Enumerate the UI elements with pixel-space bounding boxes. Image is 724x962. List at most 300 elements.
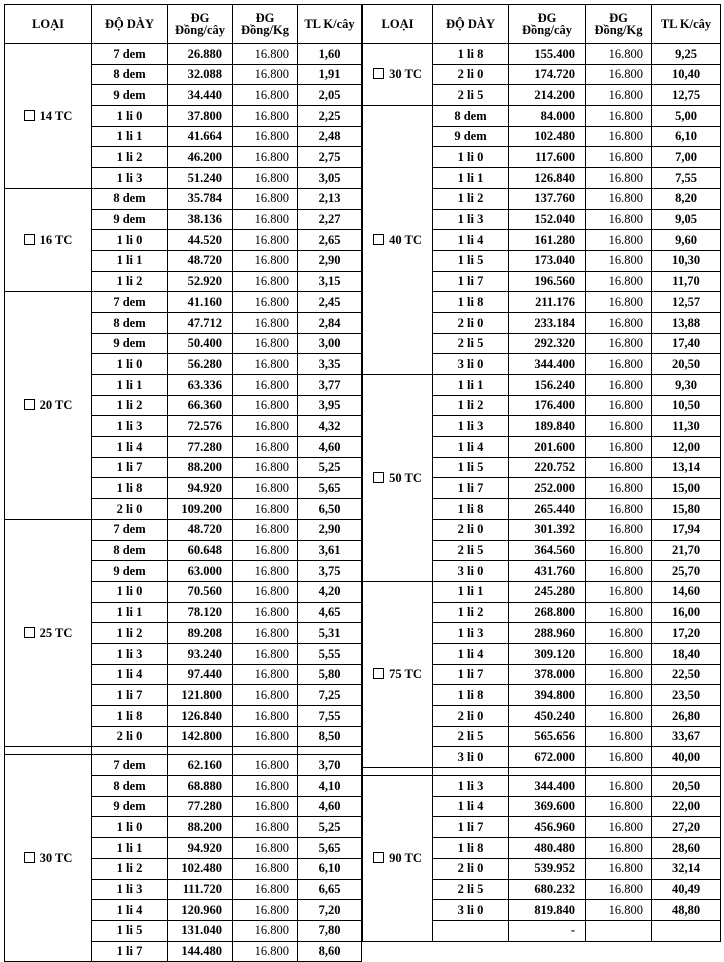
thickness-cell: 1 li 3: [433, 623, 509, 644]
price-per-bar-cell: 161.280: [509, 230, 586, 251]
price-per-bar-cell: 41.664: [168, 126, 233, 147]
thickness-cell: 1 li 3: [433, 416, 509, 437]
weight-per-bar-cell: 10,40: [652, 64, 721, 85]
price-per-kg-cell: 16.800: [586, 271, 652, 292]
price-per-kg-cell: 16.800: [233, 879, 298, 900]
weight-per-bar-cell: 9,25: [652, 44, 721, 65]
weight-per-bar-cell: 3,15: [298, 271, 362, 292]
price-per-bar-cell: 680.232: [509, 879, 586, 900]
thickness-cell: 1 li 2: [92, 271, 168, 292]
price-per-bar-cell: 211.176: [509, 292, 586, 313]
table-row: [5, 44, 362, 65]
weight-per-bar-cell: 2,75: [298, 147, 362, 168]
price-per-bar-cell: 88.200: [168, 457, 233, 478]
thickness-cell: 1 li 3: [433, 776, 509, 797]
weight-per-bar-cell: 14,60: [652, 581, 721, 602]
price-per-bar-cell: 62.160: [168, 755, 233, 776]
header-loai: LOẠI: [363, 5, 433, 44]
price-per-kg-cell: 16.800: [233, 726, 298, 747]
price-per-bar-cell: 37.800: [168, 106, 233, 127]
table-row: [5, 188, 362, 209]
thickness-cell: 7 dem: [92, 755, 168, 776]
thickness-cell: 1 li 4: [433, 437, 509, 458]
thickness-cell: [433, 920, 509, 941]
weight-per-bar-cell: 3,70: [298, 755, 362, 776]
weight-per-bar-cell: 15,80: [652, 499, 721, 520]
thickness-cell: 1 li 4: [92, 900, 168, 921]
weight-per-bar-cell: 1,91: [298, 64, 362, 85]
price-per-bar-cell: 38.136: [168, 209, 233, 230]
thickness-cell: 1 li 2: [433, 602, 509, 623]
price-per-bar-cell: 431.760: [509, 561, 586, 582]
price-per-bar-cell: 233.184: [509, 312, 586, 333]
price-per-kg-cell: 16.800: [586, 209, 652, 230]
weight-per-bar-cell: 2,05: [298, 85, 362, 106]
price-per-bar-cell: 196.560: [509, 271, 586, 292]
header-row: [363, 5, 721, 44]
weight-per-bar-cell: 5,25: [298, 817, 362, 838]
price-per-kg-cell: 16.800: [233, 333, 298, 354]
price-per-kg-cell: 16.800: [586, 416, 652, 437]
price-per-kg-cell: 16.800: [233, 776, 298, 797]
price-per-bar-cell: 34.440: [168, 85, 233, 106]
checkbox-square-icon: [373, 234, 384, 245]
price-per-kg-cell: 16.800: [233, 561, 298, 582]
price-per-bar-cell: 66.360: [168, 395, 233, 416]
price-per-kg-cell: 16.800: [586, 230, 652, 251]
price-per-kg-cell: 16.800: [586, 375, 652, 396]
weight-per-bar-cell: 2,13: [298, 188, 362, 209]
thickness-cell: 1 li 3: [92, 416, 168, 437]
price-per-kg-cell: 16.800: [233, 858, 298, 879]
price-per-kg-cell: 16.800: [586, 85, 652, 106]
weight-per-bar-cell: 7,55: [652, 168, 721, 189]
price-per-bar-cell: 50.400: [168, 333, 233, 354]
loai-cell: [363, 776, 433, 942]
weight-per-bar-cell: 25,70: [652, 561, 721, 582]
price-per-bar-cell: 539.952: [509, 858, 586, 879]
weight-per-bar-cell: 23,50: [652, 685, 721, 706]
price-per-bar-cell: 60.648: [168, 540, 233, 561]
price-per-kg-cell: 16.800: [233, 64, 298, 85]
thickness-cell: 1 li 8: [92, 706, 168, 727]
price-per-bar-cell: 369.600: [509, 796, 586, 817]
weight-per-bar-cell: 48,80: [652, 900, 721, 921]
price-per-bar-cell: 77.280: [168, 796, 233, 817]
price-per-kg-cell: 16.800: [233, 147, 298, 168]
price-per-bar-cell: 56.280: [168, 354, 233, 375]
price-per-bar-cell: 301.392: [509, 519, 586, 540]
checkbox-square-icon: [24, 399, 35, 410]
weight-per-bar-cell: 7,25: [298, 685, 362, 706]
price-per-kg-cell: 16.800: [586, 776, 652, 797]
thickness-cell: 1 li 3: [433, 209, 509, 230]
price-per-bar-cell: 126.840: [168, 706, 233, 727]
price-per-bar-cell: 126.840: [509, 168, 586, 189]
price-per-kg-cell: 16.800: [586, 879, 652, 900]
thickness-cell: 1 li 7: [433, 817, 509, 838]
thickness-cell: 9 dem: [92, 85, 168, 106]
price-per-kg-cell: 16.800: [586, 499, 652, 520]
weight-per-bar-cell: 20,50: [652, 354, 721, 375]
header-do-day: ĐỘ DÀY: [92, 5, 168, 44]
weight-per-bar-cell: 11,30: [652, 416, 721, 437]
price-per-bar-cell: 41.160: [168, 292, 233, 313]
thickness-cell: 1 li 0: [92, 581, 168, 602]
loai-label: 30 TC: [389, 67, 422, 82]
price-per-kg-cell: 16.800: [586, 817, 652, 838]
table-body: [363, 44, 721, 942]
table-row: [363, 776, 721, 797]
price-per-bar-cell: 48.720: [168, 519, 233, 540]
price-per-kg-cell: 16.800: [586, 726, 652, 747]
weight-per-bar-cell: 8,60: [298, 941, 362, 962]
checkbox-square-icon: [373, 668, 384, 679]
thickness-cell: 1 li 0: [92, 230, 168, 251]
price-per-kg-cell: 16.800: [233, 796, 298, 817]
price-per-bar-cell: 97.440: [168, 664, 233, 685]
price-per-kg-cell: 16.800: [233, 209, 298, 230]
price-per-bar-cell: 26.880: [168, 44, 233, 65]
price-per-bar-cell: 32.088: [168, 64, 233, 85]
table-row: [5, 755, 362, 776]
thickness-cell: 1 li 8: [433, 838, 509, 859]
thickness-cell: 1 li 4: [433, 643, 509, 664]
price-per-bar-cell: 142.800: [168, 726, 233, 747]
price-per-kg-cell: 16.800: [233, 106, 298, 127]
thickness-cell: 2 li 0: [433, 312, 509, 333]
weight-per-bar-cell: 8,20: [652, 188, 721, 209]
thickness-cell: 1 li 0: [92, 106, 168, 127]
weight-per-bar-cell: 13,88: [652, 312, 721, 333]
price-per-kg-cell: 16.800: [233, 416, 298, 437]
price-per-kg-cell: 16.800: [586, 106, 652, 127]
thickness-cell: 1 li 3: [92, 879, 168, 900]
price-per-kg-cell: 16.800: [586, 250, 652, 271]
checkbox-square-icon: [24, 627, 35, 638]
price-per-kg-cell: 16.800: [586, 519, 652, 540]
thickness-cell: 1 li 1: [92, 602, 168, 623]
loai-label: 14 TC: [39, 108, 73, 123]
thickness-cell: 1 li 4: [92, 437, 168, 458]
thickness-cell: 2 li 0: [433, 519, 509, 540]
weight-per-bar-cell: 2,84: [298, 312, 362, 333]
price-per-kg-cell: 16.800: [586, 188, 652, 209]
price-per-bar-cell: 565.656: [509, 726, 586, 747]
thickness-cell: 7 dem: [92, 292, 168, 313]
price-per-kg-cell: 16.800: [586, 126, 652, 147]
thickness-cell: 1 li 2: [433, 188, 509, 209]
weight-per-bar-cell: 9,05: [652, 209, 721, 230]
price-per-bar-cell: 819.840: [509, 900, 586, 921]
thickness-cell: 1 li 7: [433, 478, 509, 499]
weight-per-bar-cell: 2,45: [298, 292, 362, 313]
header-dg-cay: ĐG Đồng/cây: [168, 5, 233, 44]
price-per-kg-cell: 16.800: [233, 292, 298, 313]
price-per-bar-cell: 47.712: [168, 312, 233, 333]
thickness-cell: 7 dem: [92, 44, 168, 65]
price-per-bar-cell: 265.440: [509, 499, 586, 520]
weight-per-bar-cell: 27,20: [652, 817, 721, 838]
weight-per-bar-cell: 7,00: [652, 147, 721, 168]
price-per-kg-cell: 16.800: [586, 44, 652, 65]
loai-cell: [363, 106, 433, 375]
price-per-kg-cell: 16.800: [586, 147, 652, 168]
loai-label: 20 TC: [39, 398, 73, 413]
price-per-bar-cell: 152.040: [509, 209, 586, 230]
price-per-kg-cell: 16.800: [233, 85, 298, 106]
thickness-cell: 2 li 0: [92, 499, 168, 520]
weight-per-bar-cell: 5,55: [298, 643, 362, 664]
weight-per-bar-cell: 22,50: [652, 664, 721, 685]
price-per-kg-cell: 16.800: [586, 64, 652, 85]
weight-per-bar-cell: 16,00: [652, 602, 721, 623]
thickness-cell: 1 li 3: [92, 643, 168, 664]
header-loai: LOẠI: [5, 5, 92, 44]
spacer-row: [5, 747, 362, 755]
price-per-bar-cell: 344.400: [509, 354, 586, 375]
price-per-kg-cell: 16.800: [233, 499, 298, 520]
weight-per-bar-cell: 2,25: [298, 106, 362, 127]
table-header: [5, 5, 362, 44]
thickness-cell: 1 li 1: [433, 581, 509, 602]
weight-per-bar-cell: 28,60: [652, 838, 721, 859]
price-per-bar-cell: 174.720: [509, 64, 586, 85]
price-per-bar-cell: 51.240: [168, 168, 233, 189]
price-per-kg-cell: 16.800: [233, 126, 298, 147]
price-per-kg-cell: 16.800: [233, 168, 298, 189]
price-per-bar-cell: 89.208: [168, 623, 233, 644]
thickness-cell: 1 li 0: [433, 147, 509, 168]
price-per-bar-cell: 672.000: [509, 747, 586, 768]
thickness-cell: 1 li 8: [433, 292, 509, 313]
thickness-cell: 1 li 1: [433, 375, 509, 396]
price-per-kg-cell: 16.800: [233, 623, 298, 644]
price-per-bar-cell: 173.040: [509, 250, 586, 271]
thickness-cell: 1 li 2: [92, 623, 168, 644]
thickness-cell: 2 li 5: [433, 540, 509, 561]
weight-per-bar-cell: 9,30: [652, 375, 721, 396]
weight-per-bar-cell: 2,90: [298, 250, 362, 271]
price-per-bar-cell: 88.200: [168, 817, 233, 838]
loai-cell: [5, 755, 92, 962]
weight-per-bar-cell: 2,27: [298, 209, 362, 230]
thickness-cell: 1 li 7: [92, 685, 168, 706]
weight-per-bar-cell: 20,50: [652, 776, 721, 797]
loai-label: 40 TC: [389, 232, 422, 247]
price-per-bar-cell: 394.800: [509, 685, 586, 706]
thickness-cell: 3 li 0: [433, 561, 509, 582]
loai-label: 50 TC: [389, 470, 422, 485]
weight-per-bar-cell: 7,20: [298, 900, 362, 921]
loai-cell: [363, 44, 433, 106]
thickness-cell: 1 li 2: [92, 858, 168, 879]
price-per-bar-cell: 109.200: [168, 499, 233, 520]
weight-per-bar-cell: 1,60: [298, 44, 362, 65]
thickness-cell: 2 li 5: [433, 85, 509, 106]
price-per-bar-cell: 70.560: [168, 581, 233, 602]
price-per-kg-cell: 16.800: [233, 817, 298, 838]
thickness-cell: 1 li 2: [92, 147, 168, 168]
thickness-cell: 1 li 1: [92, 838, 168, 859]
price-per-bar-cell: 84.000: [509, 106, 586, 127]
price-per-kg-cell: [586, 920, 652, 941]
weight-per-bar-cell: 33,67: [652, 726, 721, 747]
price-table-left: [4, 4, 362, 962]
weight-per-bar-cell: 17,40: [652, 333, 721, 354]
price-table-right: [362, 4, 721, 942]
price-per-kg-cell: 16.800: [586, 333, 652, 354]
thickness-cell: 8 dem: [92, 312, 168, 333]
thickness-cell: 3 li 0: [433, 747, 509, 768]
loai-cell: [5, 188, 92, 291]
thickness-cell: 1 li 5: [433, 250, 509, 271]
price-per-kg-cell: 16.800: [233, 312, 298, 333]
thickness-cell: 8 dem: [92, 188, 168, 209]
loai-label: 75 TC: [389, 667, 422, 682]
price-per-kg-cell: 16.800: [233, 838, 298, 859]
price-per-kg-cell: 16.800: [233, 44, 298, 65]
thickness-cell: 2 li 5: [433, 726, 509, 747]
price-per-bar-cell: 220.752: [509, 457, 586, 478]
thickness-cell: 2 li 0: [92, 726, 168, 747]
price-per-bar-cell: 46.200: [168, 147, 233, 168]
thickness-cell: 1 li 1: [92, 375, 168, 396]
header-tl: TL K/cây: [652, 5, 721, 44]
checkbox-square-icon: [373, 852, 384, 863]
price-per-bar-cell: 94.920: [168, 838, 233, 859]
weight-per-bar-cell: 2,48: [298, 126, 362, 147]
weight-per-bar-cell: 3,95: [298, 395, 362, 416]
header-tl: TL K/cây: [298, 5, 362, 44]
price-per-kg-cell: 16.800: [586, 457, 652, 478]
price-per-kg-cell: 16.800: [233, 920, 298, 941]
price-per-bar-cell: 93.240: [168, 643, 233, 664]
weight-per-bar-cell: 2,65: [298, 230, 362, 251]
loai-label: 25 TC: [39, 625, 73, 640]
weight-per-bar-cell: 10,50: [652, 395, 721, 416]
price-per-kg-cell: 16.800: [586, 312, 652, 333]
price-per-bar-cell: 288.960: [509, 623, 586, 644]
weight-per-bar-cell: 15,00: [652, 478, 721, 499]
price-per-bar-cell: 456.960: [509, 817, 586, 838]
price-per-bar-cell: 364.560: [509, 540, 586, 561]
spacer-row: [363, 768, 721, 776]
price-per-bar-cell: 102.480: [509, 126, 586, 147]
table-row: [5, 519, 362, 540]
thickness-cell: 2 li 5: [433, 879, 509, 900]
thickness-cell: 1 li 7: [433, 664, 509, 685]
price-per-kg-cell: 16.800: [233, 755, 298, 776]
price-per-kg-cell: 16.800: [233, 271, 298, 292]
loai-cell: [363, 581, 433, 767]
price-per-bar-cell: 48.720: [168, 250, 233, 271]
thickness-cell: 9 dem: [433, 126, 509, 147]
price-per-kg-cell: 16.800: [586, 437, 652, 458]
loai-label: 30 TC: [39, 851, 73, 866]
thickness-cell: 1 li 2: [92, 395, 168, 416]
price-per-kg-cell: 16.800: [233, 354, 298, 375]
price-per-bar-cell: 245.280: [509, 581, 586, 602]
weight-per-bar-cell: 4,32: [298, 416, 362, 437]
thickness-cell: 9 dem: [92, 561, 168, 582]
weight-per-bar-cell: 40,49: [652, 879, 721, 900]
thickness-cell: 1 li 8: [433, 685, 509, 706]
weight-per-bar-cell: 4,10: [298, 776, 362, 797]
price-per-bar-cell: 72.576: [168, 416, 233, 437]
weight-per-bar-cell: 7,55: [298, 706, 362, 727]
price-per-bar-cell: 77.280: [168, 437, 233, 458]
thickness-cell: 2 li 0: [433, 64, 509, 85]
weight-per-bar-cell: 17,94: [652, 519, 721, 540]
price-per-bar-cell: 189.840: [509, 416, 586, 437]
thickness-cell: 2 li 0: [433, 706, 509, 727]
weight-per-bar-cell: 5,80: [298, 664, 362, 685]
header-do-day: ĐỘ DÀY: [433, 5, 509, 44]
price-per-bar-cell: -: [509, 920, 586, 941]
price-per-bar-cell: 111.720: [168, 879, 233, 900]
loai-label: 16 TC: [39, 232, 73, 247]
price-per-bar-cell: 450.240: [509, 706, 586, 727]
loai-cell: [5, 292, 92, 520]
weight-per-bar-cell: 13,14: [652, 457, 721, 478]
weight-per-bar-cell: 32,14: [652, 858, 721, 879]
thickness-cell: 1 li 1: [92, 126, 168, 147]
price-per-kg-cell: 16.800: [586, 685, 652, 706]
price-per-bar-cell: 44.520: [168, 230, 233, 251]
weight-per-bar-cell: 4,65: [298, 602, 362, 623]
thickness-cell: 8 dem: [433, 106, 509, 127]
weight-per-bar-cell: 6,50: [298, 499, 362, 520]
thickness-cell: 8 dem: [92, 64, 168, 85]
thickness-cell: 2 li 0: [433, 858, 509, 879]
weight-per-bar-cell: 9,60: [652, 230, 721, 251]
price-per-bar-cell: 137.760: [509, 188, 586, 209]
thickness-cell: 3 li 0: [433, 900, 509, 921]
checkbox-square-icon: [24, 110, 35, 121]
table-row: [363, 44, 721, 65]
price-per-bar-cell: 252.000: [509, 478, 586, 499]
price-per-bar-cell: 63.000: [168, 561, 233, 582]
price-per-bar-cell: 201.600: [509, 437, 586, 458]
checkbox-square-icon: [373, 472, 384, 483]
price-per-bar-cell: 480.480: [509, 838, 586, 859]
loai-cell: [5, 519, 92, 747]
price-per-bar-cell: 268.800: [509, 602, 586, 623]
price-per-kg-cell: 16.800: [586, 747, 652, 768]
thickness-cell: 1 li 8: [433, 44, 509, 65]
thickness-cell: 9 dem: [92, 333, 168, 354]
weight-per-bar-cell: 3,35: [298, 354, 362, 375]
price-per-kg-cell: 16.800: [233, 188, 298, 209]
weight-per-bar-cell: 8,50: [298, 726, 362, 747]
loai-cell: [363, 375, 433, 582]
price-per-bar-cell: 155.400: [509, 44, 586, 65]
price-per-kg-cell: 16.800: [233, 540, 298, 561]
weight-per-bar-cell: 3,05: [298, 168, 362, 189]
weight-per-bar-cell: 3,61: [298, 540, 362, 561]
thickness-cell: 1 li 7: [92, 457, 168, 478]
header-row: [5, 5, 362, 44]
price-per-kg-cell: 16.800: [233, 706, 298, 727]
thickness-cell: 1 li 8: [92, 478, 168, 499]
price-per-kg-cell: 16.800: [586, 395, 652, 416]
thickness-cell: 1 li 5: [92, 920, 168, 941]
thickness-cell: 3 li 0: [433, 354, 509, 375]
price-per-kg-cell: 16.800: [586, 168, 652, 189]
price-per-kg-cell: 16.800: [586, 643, 652, 664]
thickness-cell: 7 dem: [92, 519, 168, 540]
